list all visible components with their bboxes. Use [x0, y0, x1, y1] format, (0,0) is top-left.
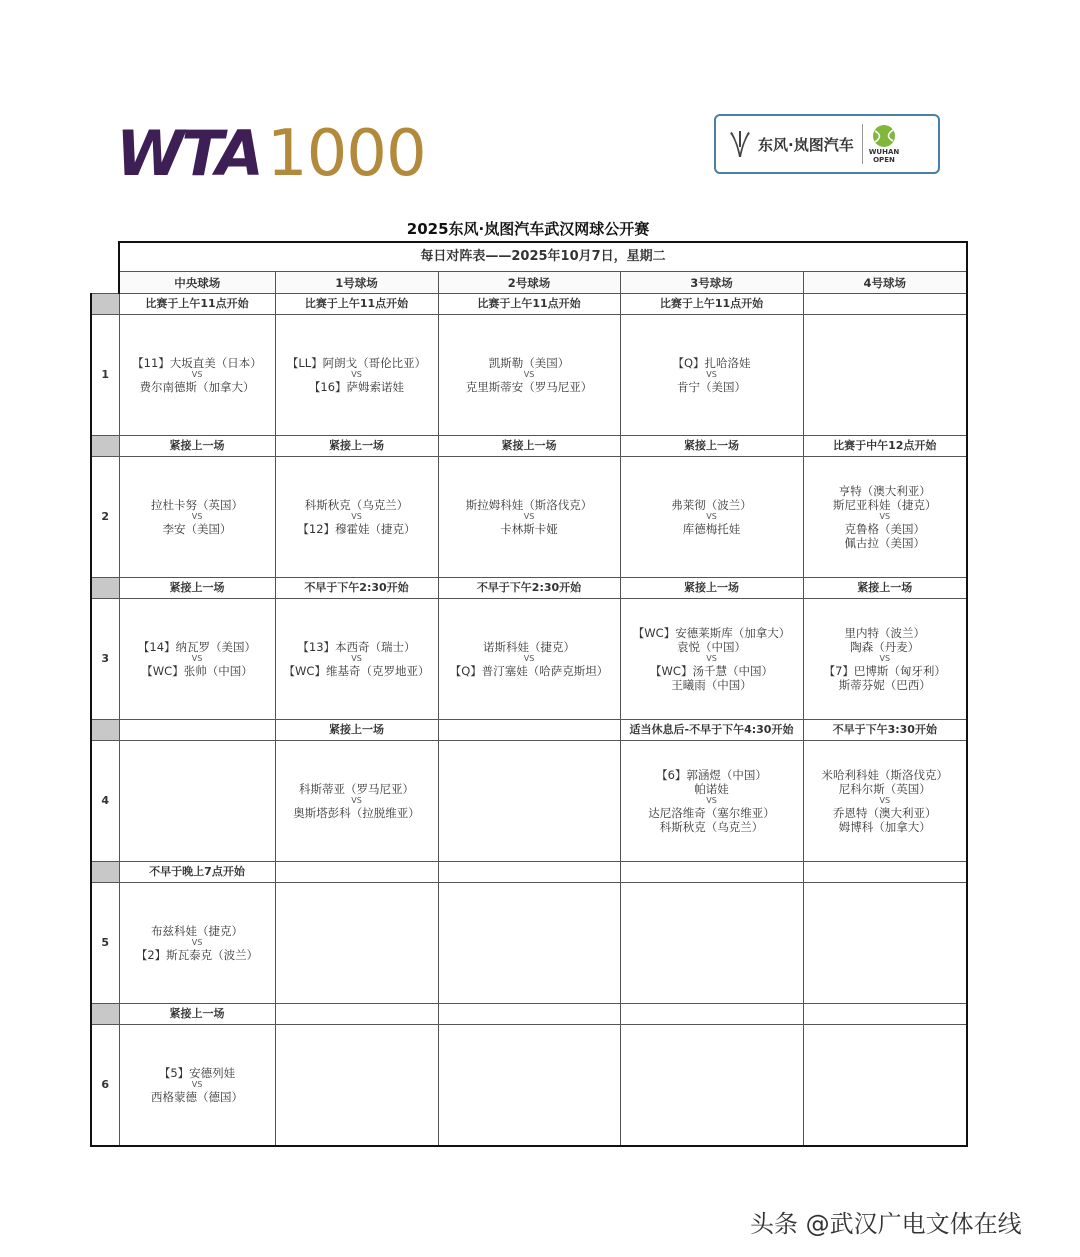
player-name: 肯宁（美国）: [677, 380, 746, 394]
wta-1000-logo: [116, 117, 426, 191]
player-name: 弗莱彻（波兰）: [671, 498, 752, 512]
player-name: 【WC】汤千慧（中国）: [650, 664, 773, 678]
vs-label: VS: [191, 512, 203, 521]
row-number: 6: [91, 1025, 119, 1147]
player-name: 【14】纳瓦罗（美国）: [137, 640, 257, 654]
row-number: 3: [91, 599, 119, 720]
row-marker-cell: [91, 720, 119, 741]
player-name: 布兹科娃（捷克）: [151, 924, 243, 938]
start-time-cell: 比赛于上午11点开始: [620, 294, 803, 315]
start-time-cell: 不早于下午2:30开始: [275, 578, 438, 599]
vs-label: VS: [523, 654, 535, 663]
start-time-cell: [803, 1004, 967, 1025]
player-name: 费尔南德斯（加拿大）: [139, 380, 255, 394]
vs-label: VS: [706, 654, 717, 663]
match-cell: [803, 599, 967, 720]
row-number: 2: [91, 457, 119, 578]
match-cell: [620, 741, 803, 862]
row-marker-cell: [91, 436, 119, 457]
row-marker-cell: [91, 294, 119, 315]
start-time-cell: 紧接上一场: [275, 436, 438, 457]
watermark-text: 头条 @武汉广电文体在线: [750, 1210, 1022, 1238]
player-name: 【Q】扎哈洛娃: [672, 356, 751, 370]
vs-label: VS: [351, 796, 362, 805]
player-name: 李安（美国）: [162, 522, 232, 536]
player-name: 亨特（澳大利亚）: [838, 484, 931, 498]
player-name: 【2】斯瓦泰克（波兰）: [135, 948, 259, 962]
player-name: 【11】大坂直美（日本）: [132, 356, 262, 370]
vs-label: VS: [523, 370, 535, 379]
player-name: 凯斯勒（美国）: [488, 356, 570, 370]
player-name: 克里斯蒂安（罗马尼亚）: [465, 380, 593, 394]
player-name: 帕诺娃: [694, 782, 729, 796]
match-cell: [620, 883, 803, 1004]
start-time-cell: 比赛于上午11点开始: [438, 294, 620, 315]
player-name: 拉杜卡努（英国）: [151, 498, 243, 512]
start-time-cell: 不早于下午2:30开始: [438, 578, 620, 599]
start-time-cell: [438, 720, 620, 741]
player-name: 【13】本西奇（瑞士）: [297, 640, 416, 654]
match-cell: [620, 599, 803, 720]
row-number: 5: [91, 883, 119, 1004]
match-cell: [803, 883, 967, 1004]
start-time-cell: [119, 720, 275, 741]
start-time-cell: [438, 862, 620, 883]
sponsor-name: 东风·岚图汽车: [758, 135, 854, 154]
match-cell: [438, 1025, 620, 1147]
match-cell: [803, 1025, 967, 1147]
vs-label: VS: [879, 654, 891, 663]
start-time-cell: 紧接上一场: [438, 436, 620, 457]
start-time-cell: [275, 1004, 438, 1025]
match-cell: [119, 741, 275, 862]
court-header: 3号球场: [620, 272, 803, 294]
match-cell: [275, 883, 438, 1004]
player-name: 【6】郭涵煜（中国）: [656, 768, 767, 782]
player-name: 【WC】维基奇（克罗地亚）: [283, 664, 430, 678]
match-cell: [803, 457, 967, 578]
match-cell: [438, 741, 620, 862]
player-name: 诺斯科娃（捷克）: [483, 640, 575, 654]
player-name: 奥斯塔彭科（拉脱维亚）: [293, 806, 420, 820]
player-name: 王曦雨（中国）: [671, 678, 752, 692]
start-time-cell: 比赛于中午12点开始: [803, 436, 967, 457]
dongfeng-logo-icon: [728, 129, 752, 159]
player-name: 斯尼亚科娃（捷克）: [833, 498, 937, 512]
tennis-ball-icon: [872, 124, 896, 148]
player-name: 袁悦（中国）: [677, 640, 746, 654]
match-cell: [803, 741, 967, 862]
player-name: 里内特（波兰）: [844, 626, 926, 640]
vs-label: VS: [351, 512, 362, 521]
schedule-table: [90, 241, 968, 1147]
tournament-title: 2025东风·岚图汽车武汉网球公开赛: [406, 220, 650, 238]
wuhan-open-badge: [869, 124, 900, 164]
start-time-cell: [620, 862, 803, 883]
start-time-cell: [803, 294, 967, 315]
player-name: 尼科尔斯（英国）: [838, 782, 931, 796]
player-name: 西格蒙德（德国）: [151, 1090, 243, 1104]
player-name: 佩古拉（美国）: [844, 536, 926, 550]
row-marker-cell: [91, 862, 119, 883]
vs-label: VS: [706, 796, 717, 805]
match-cell: [119, 457, 275, 578]
player-name: 达尼洛维奇（塞尔维亚）: [648, 806, 775, 820]
start-time-cell: 紧接上一场: [119, 578, 275, 599]
match-cell: [620, 315, 803, 436]
player-name: 陶森（丹麦）: [850, 640, 920, 654]
court-header: 中央球场: [119, 272, 275, 294]
vs-label: VS: [706, 512, 717, 521]
start-time-cell: 不早于晚上7点开始: [119, 862, 275, 883]
player-name: 【WC】张帅（中国）: [141, 664, 253, 678]
court-header: 1号球场: [275, 272, 438, 294]
match-cell: [275, 1025, 438, 1147]
row-number: 1: [91, 315, 119, 436]
vs-label: VS: [191, 370, 203, 379]
start-time-cell: 不早于下午3:30开始: [803, 720, 967, 741]
player-name: 斯拉姆科娃（斯洛伐克）: [465, 498, 593, 512]
match-cell: [275, 457, 438, 578]
player-name: 【7】巴博斯（匈牙利）: [823, 664, 946, 678]
badge-line-2: OPEN: [873, 156, 895, 164]
player-name: 姆博科（加拿大）: [838, 820, 931, 834]
wta-logo-text: WTA: [116, 117, 261, 190]
vs-label: VS: [879, 512, 891, 521]
match-cell: [438, 315, 620, 436]
player-name: 卡林斯卡娅: [500, 522, 558, 536]
match-cell: [119, 1025, 275, 1147]
start-time-cell: 紧接上一场: [119, 436, 275, 457]
player-name: 【LL】阿朗戈（哥伦比亚）: [286, 356, 427, 370]
player-name: 库德梅托娃: [682, 522, 741, 536]
vs-label: VS: [879, 796, 891, 805]
player-name: 米哈利科娃（斯洛伐克）: [821, 768, 949, 782]
vs-label: VS: [706, 370, 717, 379]
corner-empty: [91, 242, 119, 272]
player-name: 【WC】安德莱斯库（加拿大）: [632, 626, 791, 640]
player-name: 【5】安德列娃: [158, 1066, 236, 1080]
player-name: 斯蒂芬妮（巴西）: [838, 678, 931, 692]
start-time-cell: 比赛于上午11点开始: [275, 294, 438, 315]
player-name: 科斯秋克（乌克兰）: [304, 498, 409, 512]
vs-label: VS: [523, 512, 535, 521]
start-time-cell: 紧接上一场: [119, 1004, 275, 1025]
match-cell: [275, 599, 438, 720]
player-name: 【Q】普汀塞娃（哈萨克斯坦）: [449, 664, 609, 678]
match-cell: [119, 883, 275, 1004]
match-cell: [119, 599, 275, 720]
court-header: 4号球场: [803, 272, 967, 294]
match-cell: [438, 883, 620, 1004]
player-name: 乔恩特（澳大利亚）: [833, 806, 937, 820]
badge-line-1: WUHAN: [868, 148, 900, 156]
row-marker-cell: [91, 578, 119, 599]
vs-label: VS: [351, 654, 362, 663]
corner-empty: [91, 272, 119, 294]
vs-label: VS: [191, 1080, 203, 1089]
start-time-cell: 适当休息后-不早于下午4:30开始: [620, 720, 803, 741]
match-cell: [803, 315, 967, 436]
sponsor-divider: [862, 124, 863, 164]
match-cell: [620, 457, 803, 578]
match-cell: [620, 1025, 803, 1147]
start-time-cell: [275, 862, 438, 883]
row-marker-cell: [91, 1004, 119, 1025]
start-time-cell: 紧接上一场: [620, 436, 803, 457]
player-name: 【16】萨姆索诺娃: [308, 380, 405, 394]
match-cell: [119, 315, 275, 436]
start-time-cell: [803, 862, 967, 883]
row-number: 4: [91, 741, 119, 862]
player-name: 克鲁格（美国）: [844, 522, 926, 536]
match-cell: [438, 457, 620, 578]
match-cell: [275, 315, 438, 436]
start-time-cell: 紧接上一场: [803, 578, 967, 599]
date-header: 每日对阵表——2025年10月7日，星期二: [119, 242, 967, 272]
start-time-cell: 紧接上一场: [275, 720, 438, 741]
match-cell: [438, 599, 620, 720]
start-time-cell: 比赛于上午11点开始: [119, 294, 275, 315]
start-time-cell: 紧接上一场: [620, 578, 803, 599]
sponsor-logo: [714, 114, 940, 174]
match-cell: [275, 741, 438, 862]
player-name: 科斯秋克（乌克兰）: [659, 820, 764, 834]
start-time-cell: [620, 1004, 803, 1025]
court-header: 2号球场: [438, 272, 620, 294]
player-name: 科斯蒂亚（罗马尼亚）: [299, 782, 414, 796]
vs-label: VS: [351, 370, 362, 379]
player-name: 【12】穆霍娃（捷克）: [297, 522, 416, 536]
vs-label: VS: [191, 938, 203, 947]
vs-label: VS: [191, 654, 203, 663]
start-time-cell: [438, 1004, 620, 1025]
wta-tier-text: 1000: [266, 117, 426, 191]
